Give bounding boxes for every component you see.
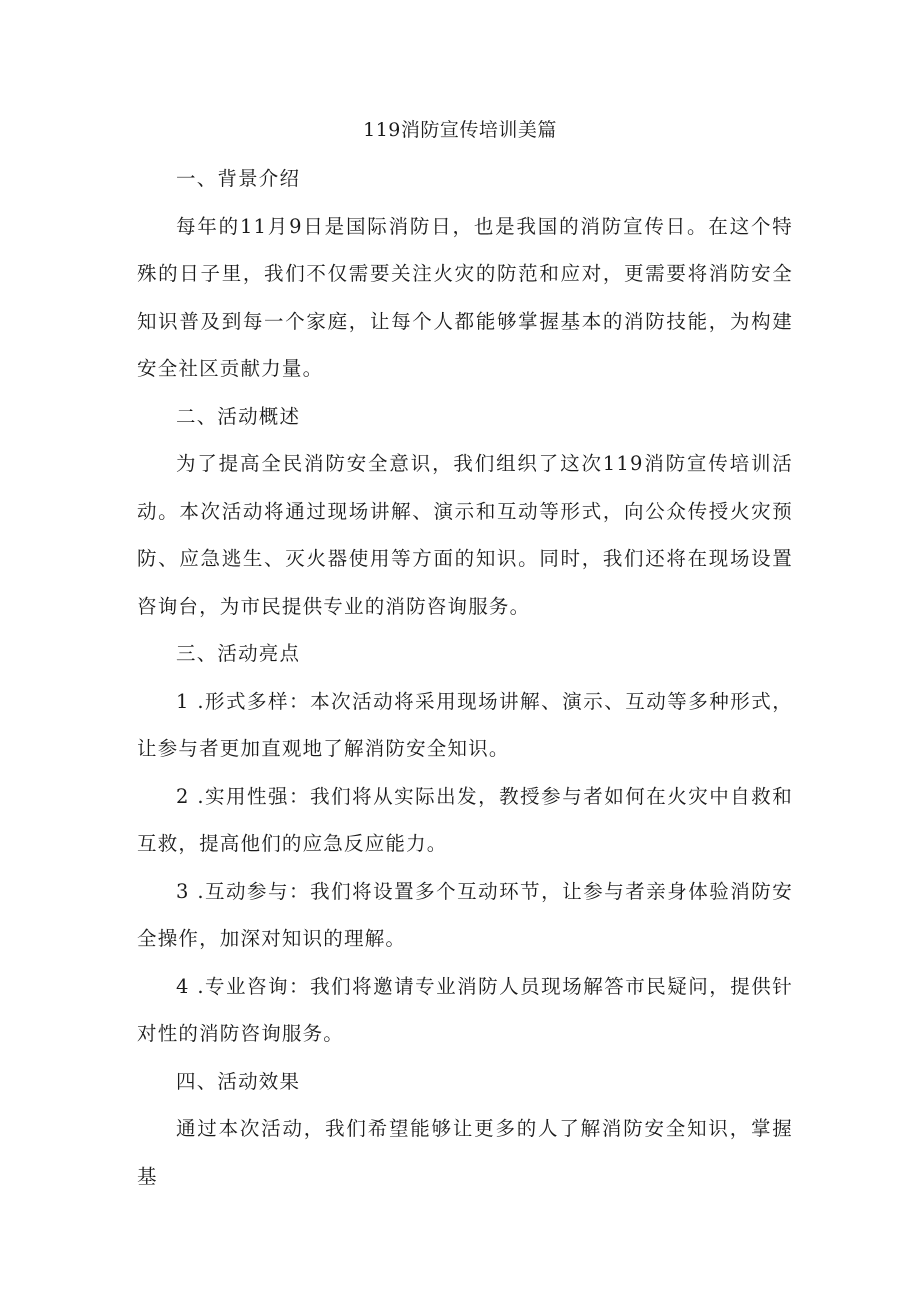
document-title: 119消防宣传培训美篇 xyxy=(363,119,557,141)
paragraph-effect: 通过本次活动，我们希望能够让更多的人了解消防安全知识，掌握基 xyxy=(137,1117,793,1188)
section-heading-overview: 二、活动概述 xyxy=(176,404,301,428)
highlight-item-1: 1 .形式多样：本次活动将采用现场讲解、演示、互动等多种形式，让参与者更加直观地了解消防安全知识。 xyxy=(137,689,793,760)
highlight-item-3: 3 .互动参与：我们将设置多个互动环节，让参与者亲身体验消防安全操作，加深对知识的理解。 xyxy=(137,879,793,950)
highlight-item-2: 2 .实用性强：我们将从实际出发，教授参与者如何在火灾中自救和互救，提高他们的应急反应能力。 xyxy=(137,784,793,855)
paragraph-background: 每年的11月9日是国际消防日，也是我国的消防宣传日。在这个特殊的日子里，我们不仅需要关注火灾的防范和应对，更需要将消防安全知识普及到每一个家庭，让每个人都能够掌握基本的消防技能，为构建安全社区贡献力量。 xyxy=(137,214,793,380)
paragraph-overview: 为了提高全民消防安全意识，我们组织了这次119消防宣传培训活动。本次活动将通过现场讲解、演示和互动等形式，向公众传授火灾预防、应急逃生、灭火器使用等方面的知识。同时，我们还将在现场设置咨询台，为市民提供专业的消防咨询服务。 xyxy=(137,452,793,618)
section-heading-highlights: 三、活动亮点 xyxy=(176,642,301,665)
document-body xyxy=(137,155,793,1200)
section-heading-background: 一、背景介绍 xyxy=(176,167,301,190)
highlight-item-4: 4 .专业咨询：我们将邀请专业消防人员现场解答市民疑问，提供针对性的消防咨询服务。 xyxy=(137,974,793,1045)
section-heading-effect: 四、活动效果 xyxy=(176,1069,301,1093)
